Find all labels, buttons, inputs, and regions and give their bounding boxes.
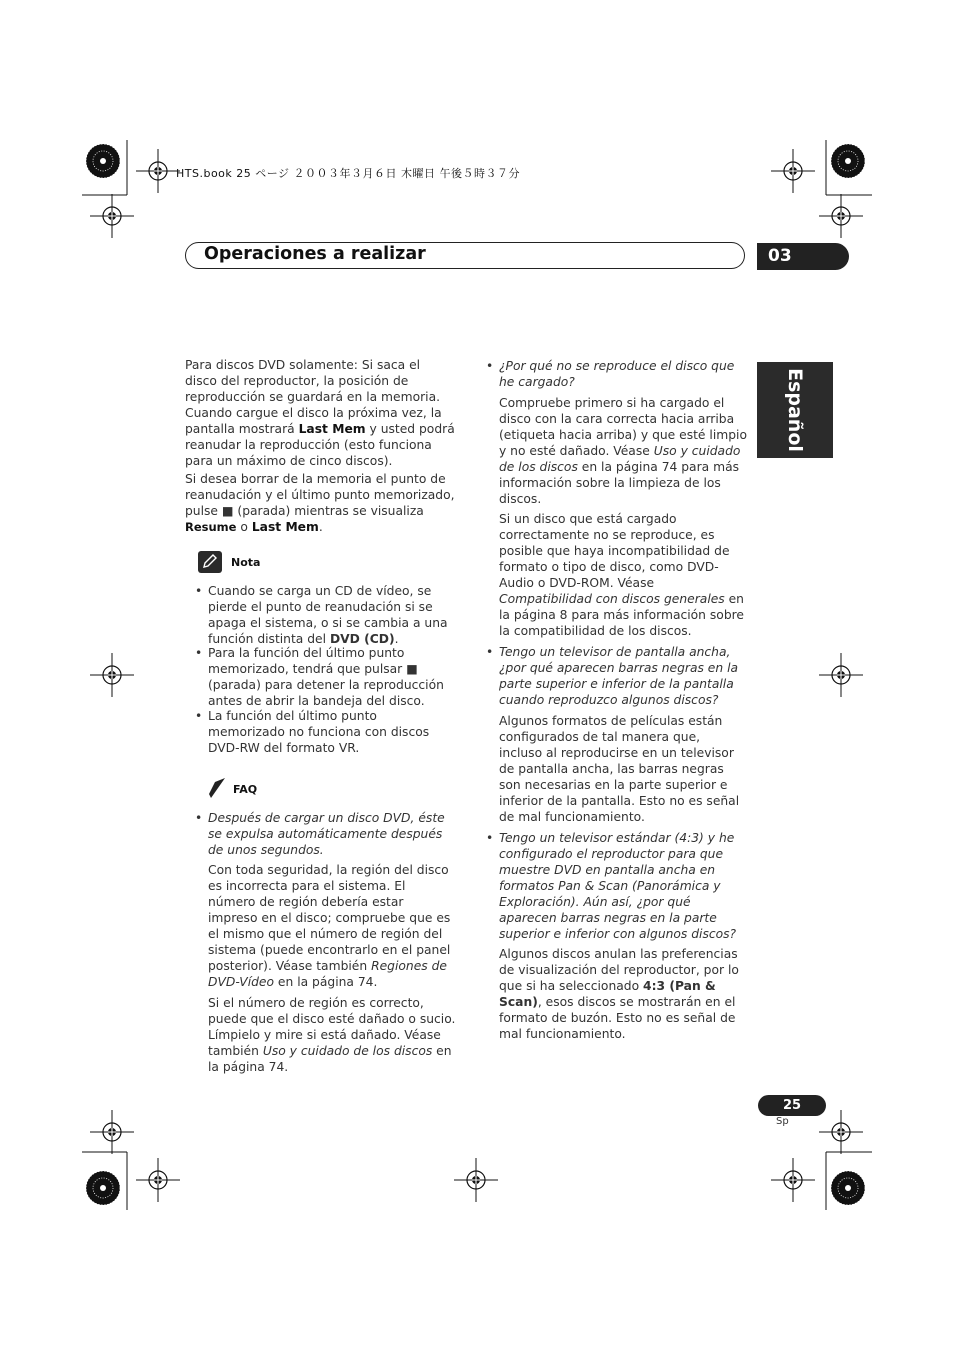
left-column — [185, 357, 455, 537]
paragraph-last-mem: Para discos DVD solamente: Si saca el disco del reproductor, la posición de reproducción se guardará en la memoria. Cuando cargue el disco la próxima vez, la pantalla mostrará Last Mem y usted podrá reanudar la reproducción (esto funciona para un máximo de cinco discos). — [185, 358, 455, 468]
paragraph-clear-memory: Si desea borrar de la memoria el punto de reanudación y el último punto memorizado, pulse ■ (parada) mientras se visualiza Resume o Last Mem. — [185, 472, 455, 534]
faq-answer: Algunos formatos de películas están configurados de tal manera que, incluso al reproducirse en un televisor de pantalla ancha, las barras negras son necesarias en la parte superior e inferior de la pantalla. Esto no es señal de mal funcionamiento. — [499, 714, 740, 824]
faq-item: • ¿Por qué no se reproduce el disco que he cargado? — [486, 359, 735, 389]
faq-answer: Algunos discos anulan las preferencias de visualización del reproductor, por lo que si ha seleccionado 4:3 (Pan & Scan), esos discos se mostrarán en el formato de buzón. Esto no es señal de mal funcionamiento. — [499, 947, 739, 1041]
faq-label: FAQ — [233, 783, 258, 796]
note-label: Nota — [231, 556, 261, 569]
note-item: • Para la función del último punto memorizado, tendrá que pulsar ■ (parada) para detener la reproducción antes de abrir la bandeja del disco. — [195, 646, 444, 708]
note-item: • La función del último punto memorizado no funciona con discos DVD-RW del formato VR. — [195, 709, 430, 755]
faq-item: • Tengo un televisor de pantalla ancha, ¿por qué aparecen barras negras en la parte superior e inferior de la pantalla cuando reproduzco algunos discos? — [486, 645, 739, 707]
faq-answer: Compruebe primero si ha cargado el disco con la cara correcta hacia arriba (etiqueta hacia arriba) y que esté limpio y no esté dañado. Véase Uso y cuidado de los discos en la página 74 para más información sobre la limpieza de los discos. — [499, 396, 747, 506]
page-language-code: Sp — [776, 1116, 789, 1127]
faq-item: • Después de cargar un disco DVD, éste se expulsa automáticamente después de unos segundos. — [195, 811, 445, 857]
faq-answer: Si un disco que está cargado correctamente no se reproduce, es posible que haya incompatibilidad de formato o tipo de disco, como DVD-Audio o DVD-ROM. Véase Compatibilidad con discos generales en la página 8 para más información sobre la compatibilidad de los discos. — [499, 512, 744, 638]
section-header — [185, 242, 745, 269]
faq-answer: Con toda seguridad, la región del disco es incorrecta para el sistema. El número de región debería estar impreso en el disco; compruebe que es el mismo que el número de región del sistema (puede encontrarlo en el panel posterior). Véase también Regiones de DVD-Vídeo en la página 74. — [208, 863, 451, 989]
language-tab — [757, 362, 833, 458]
note-pencil-icon — [198, 551, 222, 573]
section-title: Operaciones a realizar — [204, 244, 426, 264]
chapter-number: 03 — [757, 243, 849, 270]
print-metadata: HTS.book 25 ページ ２００３年３月６日 木曜日 午後５時３７分 — [176, 167, 521, 180]
page-number: 25 — [758, 1095, 826, 1116]
faq-item: • Tengo un televisor estándar (4:3) y he configurado el reproductor para que muestre DVD en pantalla ancha en formatos Pan & Scan (Panorámica y Exploración). Aún así, ¿por qué aparecen barras negras en la parte superior e inferior con algunos discos? — [486, 831, 737, 941]
faq-question-icon — [199, 776, 227, 800]
faq-answer: Si el número de región es correcto, puede que el disco esté dañado o sucio. Límpielo y mire si está dañado. Véase también Uso y cuidado de los discos en la página 74. — [208, 996, 456, 1074]
note-item: • Cuando se carga un CD de vídeo, se pierde el punto de reanudación si se apaga el sistema, o si se cambia a una función distinta del DVD (CD). — [195, 584, 448, 646]
language-tab-label: Español — [784, 368, 806, 452]
